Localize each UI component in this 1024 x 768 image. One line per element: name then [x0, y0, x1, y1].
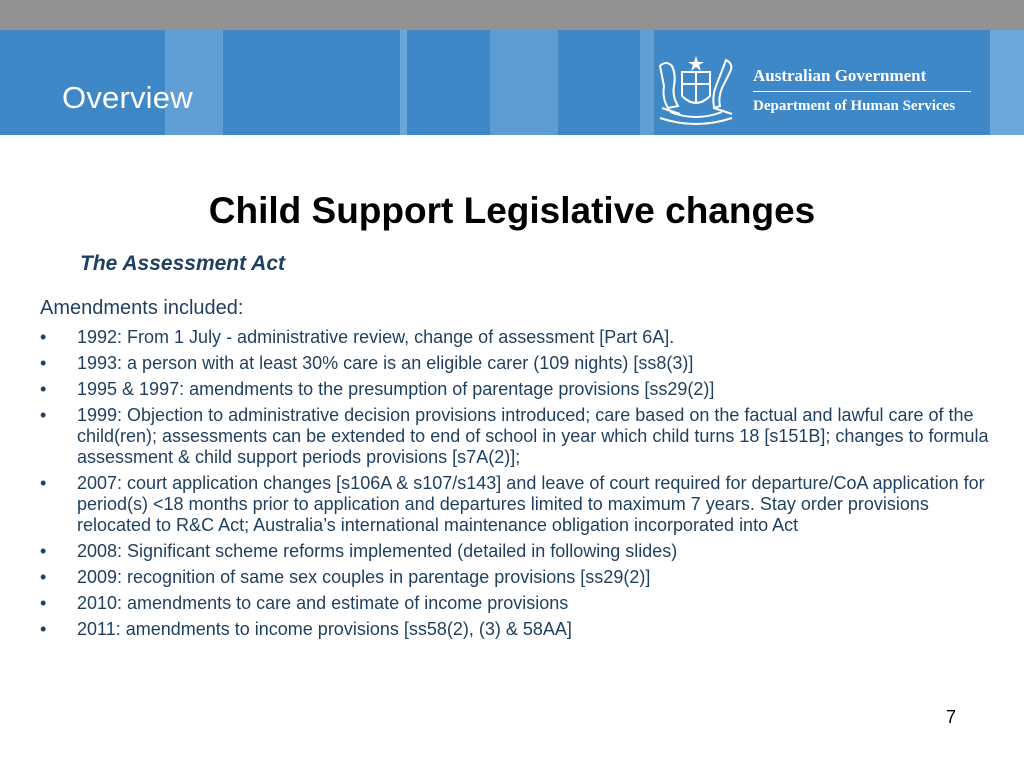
bullet-icon: • [40, 619, 47, 639]
bullet-icon: • [40, 567, 47, 587]
list-item [40, 327, 1000, 348]
government-name: Australian Government [753, 66, 927, 85]
page-number: 7 [946, 707, 957, 727]
banner-stripe [490, 30, 558, 135]
bullet-icon: • [40, 593, 47, 613]
header-banner [0, 30, 1024, 135]
list-item-text: 2008: Significant scheme reforms implemented (detailed in following slides) [77, 541, 678, 561]
government-logo [650, 52, 980, 132]
list-item [40, 353, 1000, 374]
bullet-icon: • [40, 473, 47, 493]
list-item [40, 541, 1000, 562]
list-item [40, 619, 1000, 640]
bullet-icon: • [40, 405, 47, 425]
banner-stripe [400, 30, 407, 135]
slide-subtitle: The Assessment Act [80, 252, 286, 275]
list-item [40, 593, 1000, 614]
logo-divider [753, 91, 971, 92]
list-item [40, 405, 1000, 468]
list-item [40, 473, 1000, 536]
list-item-text: 2009: recognition of same sex couples in parentage provisions [ss29(2)] [77, 567, 651, 587]
bullet-icon: • [40, 353, 47, 373]
bullet-icon: • [40, 379, 47, 399]
list-item-text: 1992: From 1 July - administrative review, change of assessment [Part 6A]. [77, 327, 675, 347]
bullet-icon: • [40, 541, 47, 561]
list-item-text: 2007: court application changes [s106A & s107/s143] and leave of court required for departure/CoA application for period(s) <18 months prior to application and departures limited to maximum 7 years. Stay order provisions relocated to R&C Act; Australia’s international maintenance obligation incorporated into Act [77, 473, 985, 535]
banner-stripe [990, 30, 1024, 135]
list-item [40, 379, 1000, 400]
intro-text: Amendments included: [40, 297, 244, 319]
list-item-text: 1995 & 1997: amendments to the presumption of parentage provisions [ss29(2)] [77, 379, 715, 399]
list-item [40, 567, 1000, 588]
list-item-text: 1999: Objection to administrative decision provisions introduced; care based on the factual and lawful care of the child(ren); assessments can be extended to end of school in year which child turns 18 [s151B]; changes to formula assessment & child support periods provisions [s7A(2)]; [77, 405, 989, 467]
list-item-text: 1993: a person with at least 30% care is an eligible carer (109 nights) [ss8(3)] [77, 353, 694, 373]
section-title: Overview [62, 80, 193, 115]
list-item-text: 2011: amendments to income provisions [ss58(2), (3) & 58AA] [77, 619, 572, 639]
amendments-list [40, 327, 1000, 645]
bullet-icon: • [40, 327, 47, 347]
department-name: Department of Human Services [753, 98, 956, 114]
list-item-text: 2010: amendments to care and estimate of income provisions [77, 593, 569, 613]
slide-title: Child Support Legislative changes [208, 190, 816, 231]
coat-of-arms-icon [650, 52, 742, 130]
top-strip [0, 0, 1024, 30]
